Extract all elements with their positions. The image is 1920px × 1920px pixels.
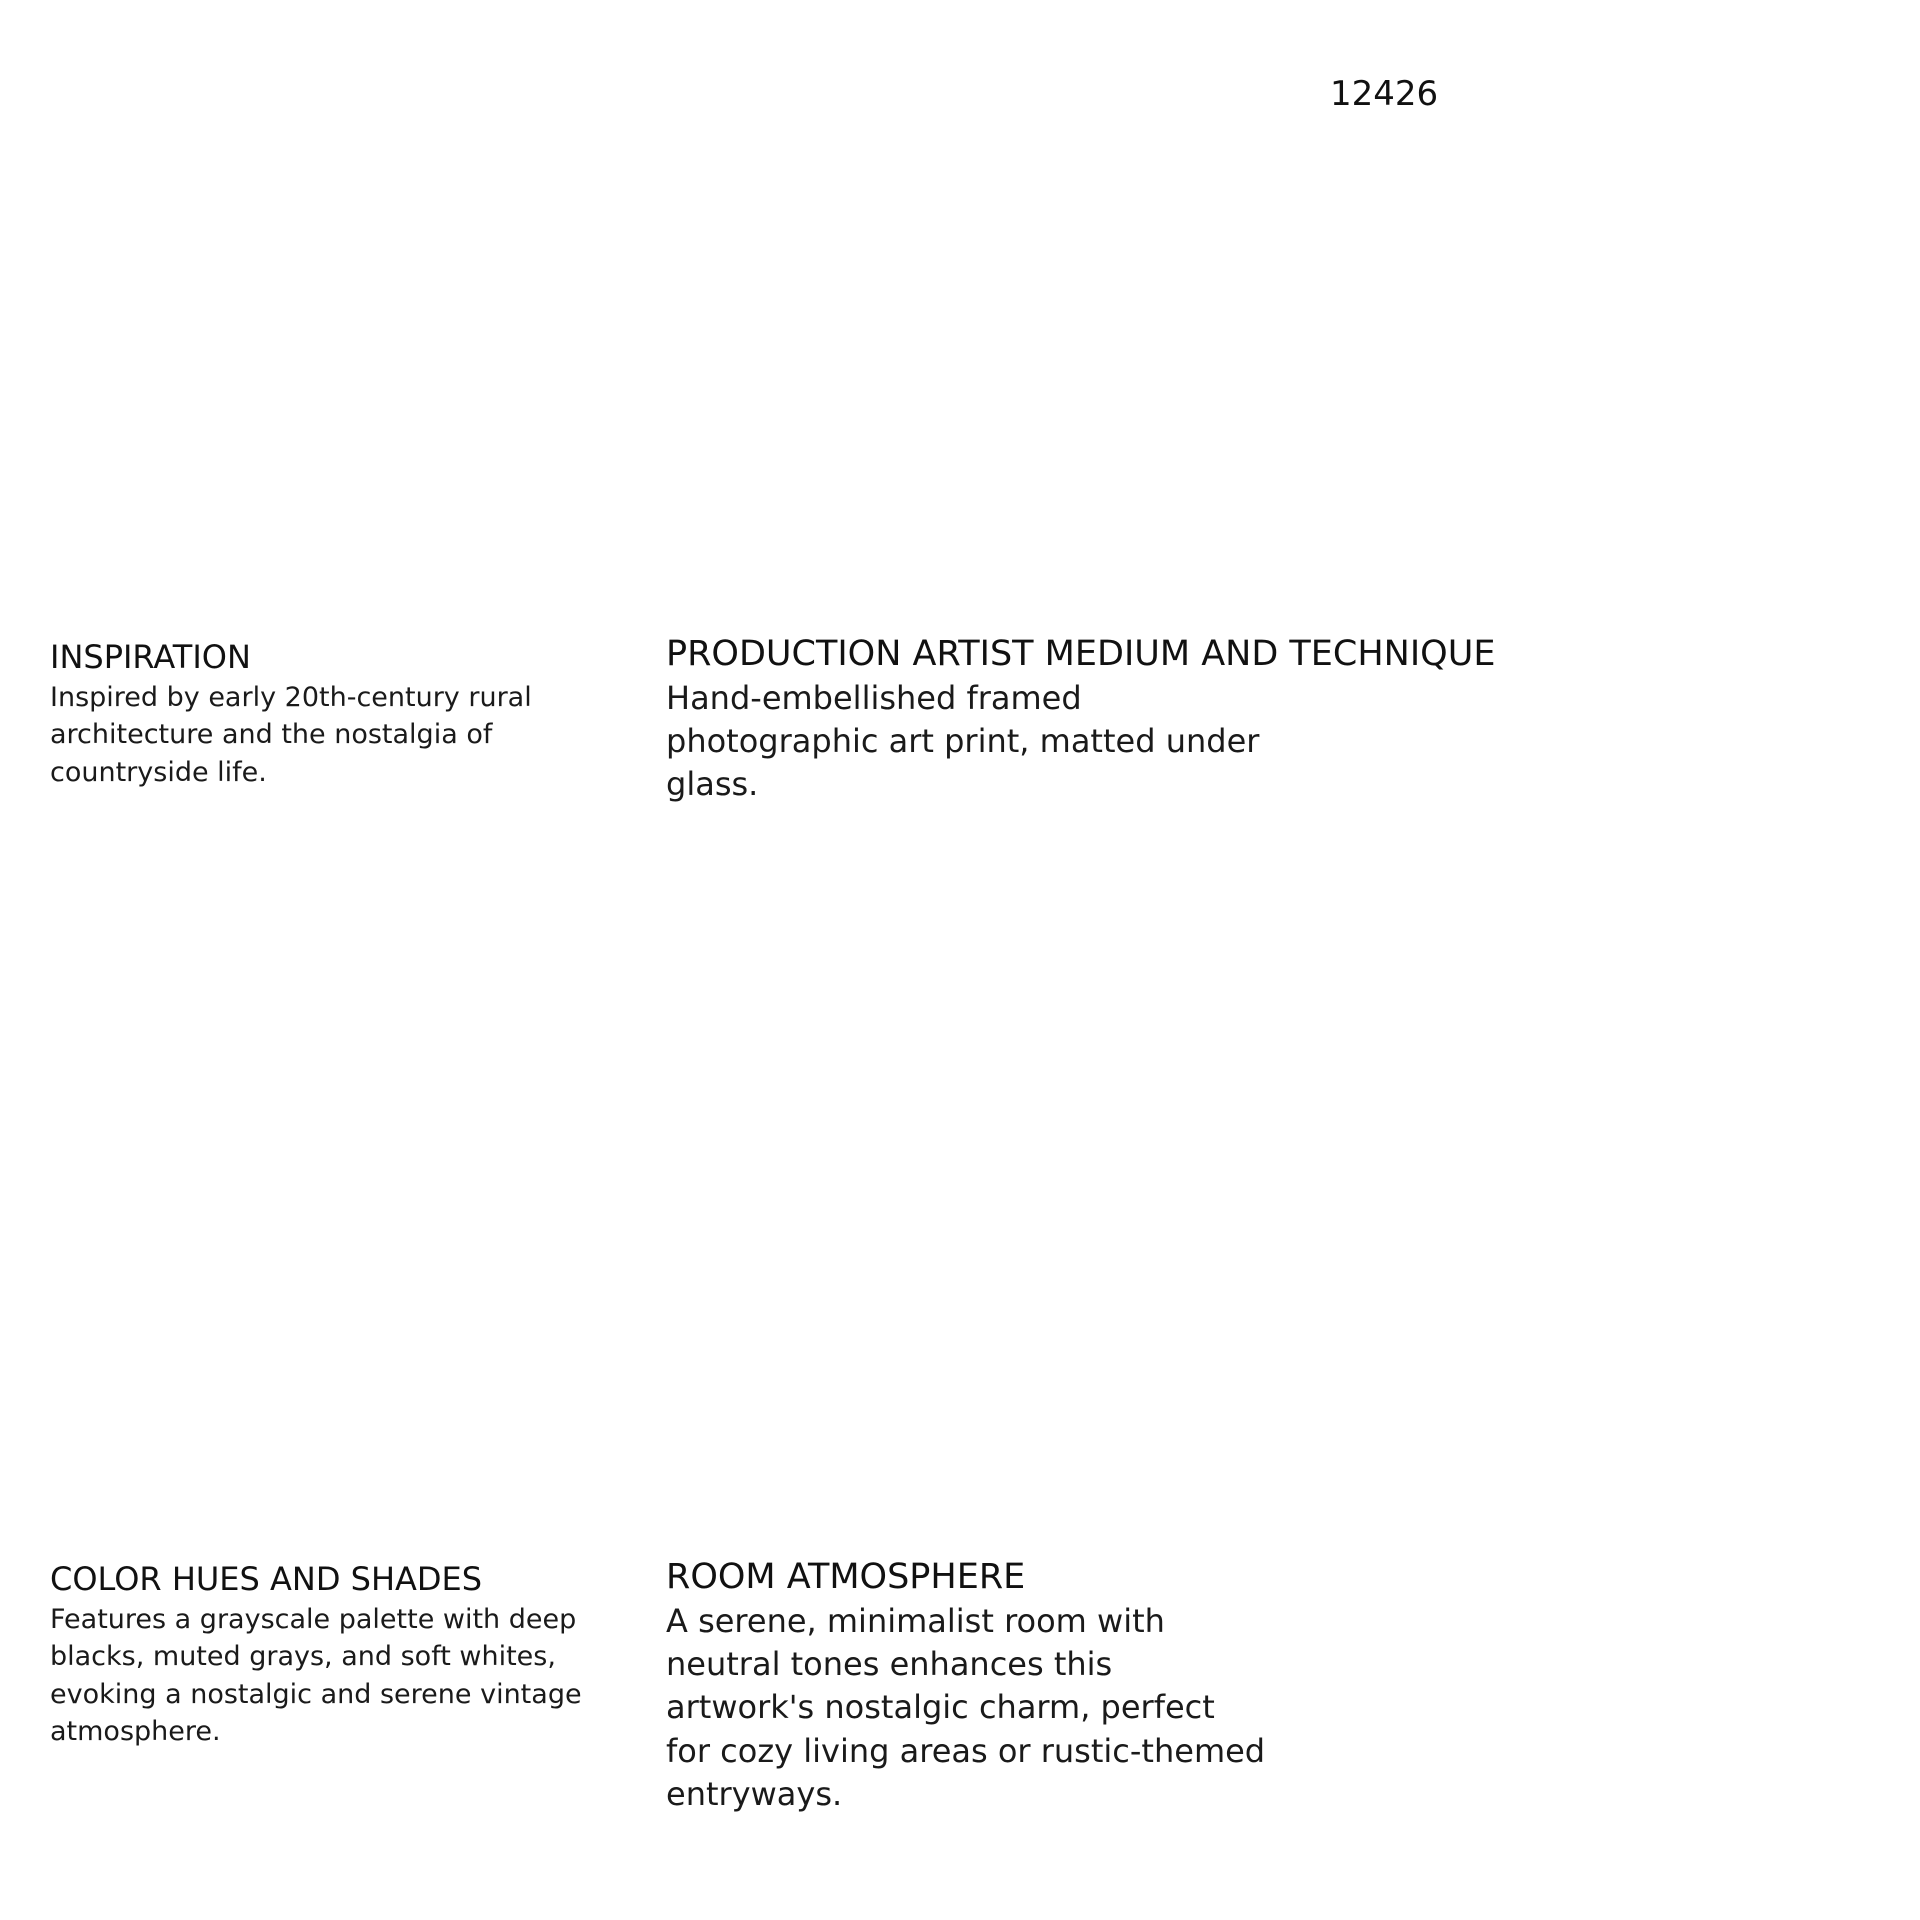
room-atmosphere-text: A serene, minimalist room with neutral tones enhances this artwork's nostalgic charm, perfect for cozy living areas or rustic-themed entryways. — [666, 1602, 1266, 1813]
room-atmosphere-section — [666, 1556, 1266, 1816]
medium-technique-heading: PRODUCTION ARTIST MEDIUM AND TECHNIQUE — [666, 634, 1496, 674]
color-hues-text: Features a grayscale palette with deep blacks, muted grays, and soft whites, evoking a nostalgic and serene vintage atmosphere. — [50, 1604, 582, 1747]
page-number: 12426 — [1330, 74, 1439, 114]
inspiration-section — [50, 637, 630, 791]
inspiration-heading: INSPIRATION — [50, 638, 251, 676]
color-hues-heading: COLOR HUES AND SHADES — [50, 1560, 483, 1598]
medium-technique-section — [666, 633, 1566, 807]
color-hues-section — [50, 1559, 630, 1750]
room-atmosphere-heading: ROOM ATMOSPHERE — [666, 1557, 1026, 1597]
inspiration-text: Inspired by early 20th-century rural architecture and the nostalgia of countryside life. — [50, 682, 532, 788]
medium-technique-text: Hand-embellished framed photographic art print, matted under glass. — [666, 679, 1260, 804]
